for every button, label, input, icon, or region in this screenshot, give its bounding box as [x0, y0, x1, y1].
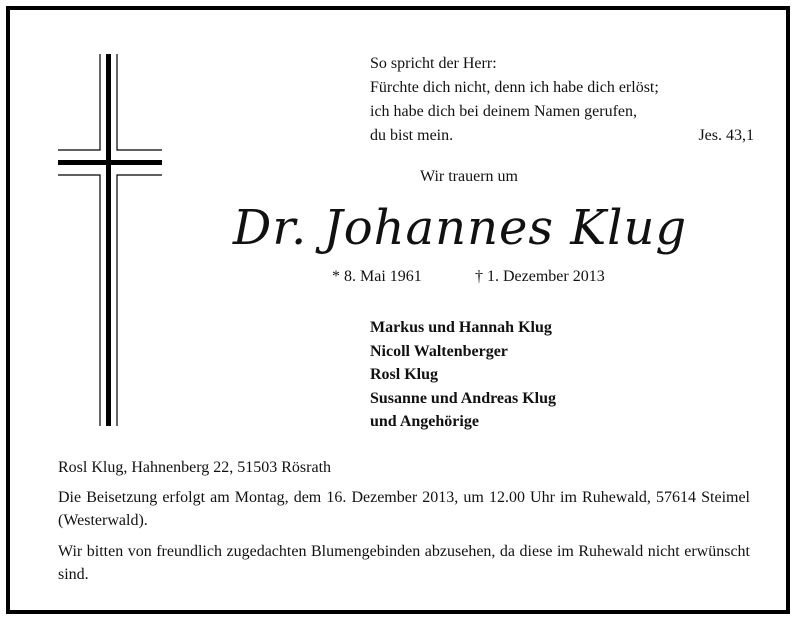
mourners-list — [370, 316, 556, 434]
flowers-notice: Wir bitten von freundlich zugedachten Blumengebinden abzusehen, da diese im Ruhewald nicht erwünscht sind. — [58, 543, 750, 583]
mourner: und Angehörige — [370, 413, 479, 430]
verse-line: ich habe dich bei deinem Namen gerufen, — [370, 103, 637, 120]
verse-line: Fürchte dich nicht, denn ich habe dich erlöst; — [370, 79, 659, 96]
mourner: Susanne und Andreas Klug — [370, 389, 557, 407]
birth-date: * 8. Mai 1961 — [332, 268, 422, 285]
mourner: Markus und Hannah Klug — [370, 319, 552, 336]
death-date: † 1. Dezember 2013 — [475, 268, 605, 285]
mourner: Nicoll Waltenberger — [370, 342, 508, 360]
bible-verse — [370, 52, 754, 148]
mourning-intro: Wir trauern um — [420, 168, 518, 185]
mourner: Rosl Klug — [370, 366, 439, 383]
obituary-card — [6, 6, 790, 614]
verse-reference: Jes. 43,1 — [698, 127, 754, 144]
contact-address: Rosl Klug, Hahnenberg 22, 51503 Rösrath — [58, 459, 332, 476]
verse-line: So spricht der Herr: — [370, 55, 497, 72]
funeral-details: Die Beisetzung erfolgt am Montag, dem 16. Dezember 2013, um 12.00 Uhr im Ruhewald, 57614 Steimel (Westerwald). — [58, 489, 750, 529]
verse-line: du bist mein. — [370, 127, 454, 144]
deceased-name: Dr. Johannes Klug — [232, 200, 688, 256]
